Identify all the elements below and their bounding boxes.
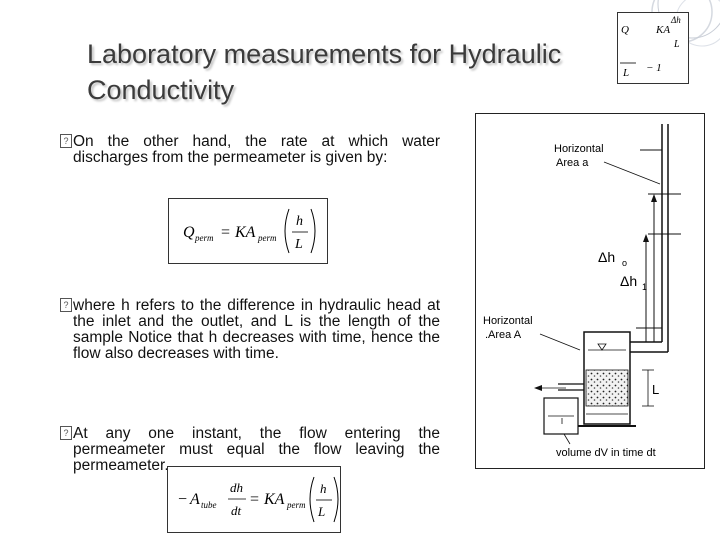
label-horizontal-A-1: Horizontal [483,315,533,327]
qperm-k-sub: perm [258,233,277,243]
qperm-num: h [296,214,303,229]
balance-den: L [318,504,326,519]
label-L: L [652,382,660,397]
bullet-marker-icon: ? [60,134,72,148]
label-horizontal-a-1: Horizontal [554,143,604,155]
thumb-rhs: KA [656,24,671,36]
balance-k: KA [264,491,285,508]
thumb-frac-num: Δh [671,15,681,25]
qperm-k: KA [235,224,256,241]
label-dh0: Δh [598,249,616,265]
label-dh1-sub: 1 [642,282,648,292]
qperm-lhs-sub: perm [195,233,214,243]
bullet-text: At any one instant, the flow entering the permeameter must equal the flow leaving the permeameter. [73,425,440,474]
bullet-item [60,134,440,166]
thumb-tail: − 1 [646,62,662,74]
bullet-text: On the other hand, the rate at which water discharges from the permeameter is given by: [73,133,440,166]
slide-title: Laboratory measurements for Hydraulic Conductivity [87,39,562,105]
qperm-lhs: Q [183,224,195,241]
qperm-den: L [295,237,303,252]
label-volume: volume dV in time dt [556,447,656,459]
bullet-marker-icon: ? [60,426,72,440]
equation-balance [167,466,341,533]
sample [586,370,628,406]
equation-qperm [168,198,328,264]
bullet-item [60,298,440,362]
bullet-marker-icon: ? [60,298,72,312]
label-dh0-sub: o [622,258,628,268]
balance-a: A [190,491,200,508]
thumb-lhs-den: L [623,67,630,79]
balance-k-sub: perm [287,500,306,510]
balance-dnum: dh [230,480,243,495]
qperm-eq: = [221,224,231,241]
label-horizontal-a-2: Area a [556,157,589,169]
balance-num: h [320,481,327,496]
label-dh1: Δh [620,273,638,289]
balance-neg: − [178,491,188,508]
balance-a-sub: tube [201,500,217,510]
balance-dden: dt [231,503,242,518]
balance-eq: = [250,491,260,508]
label-horizontal-A-2: .Area A [485,329,522,341]
thumb-frac-den: L [674,39,680,50]
permeameter-diagram [475,113,705,469]
bullet-text: where h refers to the difference in hydraulic head at the inlet and the outlet, and L is the length of the sample Notice that h decreases with time, hence the flow also decreases with time. [73,297,440,362]
thumb-lhs-num: Q [621,24,629,36]
